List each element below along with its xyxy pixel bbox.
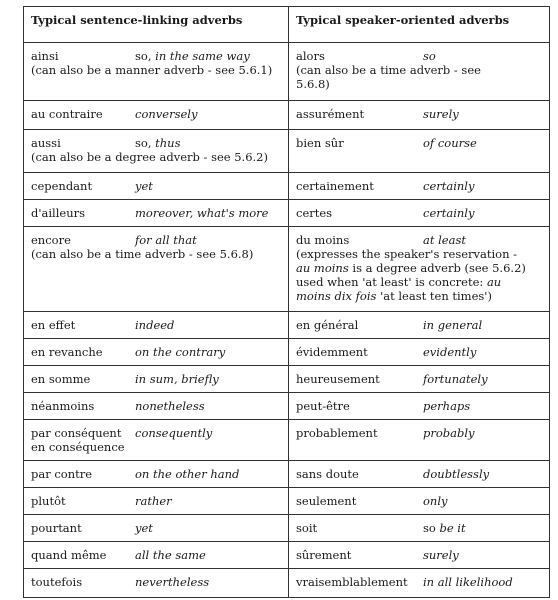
- adverb-word: par contre: [31, 467, 93, 481]
- table-row: [24, 339, 550, 366]
- adverb-gloss: [135, 136, 180, 150]
- adverb-gloss: certainly: [423, 179, 475, 193]
- adverb-gloss: moreover, what's more: [135, 206, 269, 220]
- adverb-gloss: doubtlessly: [423, 467, 490, 481]
- cell-linking: [24, 542, 289, 569]
- table-row: [24, 101, 550, 130]
- adverb-gloss: indeed: [135, 318, 175, 332]
- adverb-gloss: conversely: [135, 107, 198, 121]
- adverb-gloss: only: [423, 494, 448, 508]
- cell-speaker: [289, 200, 550, 227]
- adverb-gloss: for all that: [135, 233, 197, 247]
- adverb-gloss: so: [423, 49, 436, 63]
- adverb-note: (can also be a manner adverb - see 5.6.1): [31, 63, 273, 77]
- adverb-word: évidemment: [296, 345, 368, 359]
- gloss-plain: so,: [135, 136, 156, 150]
- note-plain: used when 'at least' is concrete:: [296, 275, 487, 289]
- adverb-gloss: nonetheless: [135, 399, 205, 413]
- note-italic: au: [486, 275, 502, 289]
- cell-linking: [24, 515, 289, 542]
- adverb-gloss: in all likelihood: [423, 575, 513, 589]
- adverb-gloss: probably: [423, 426, 475, 440]
- table-row: [24, 569, 550, 598]
- adverb-word: en revanche: [31, 345, 103, 359]
- adverb-word: en conséquence: [31, 440, 125, 454]
- table-row: [24, 130, 550, 173]
- cell-linking: [24, 227, 289, 312]
- cell-linking: [24, 173, 289, 200]
- adverb-gloss: at least: [423, 233, 466, 247]
- adverb-gloss: evidently: [423, 345, 477, 359]
- adverb-note: (can also be a time adverb - see 5.6.8): [31, 247, 254, 261]
- cell-linking: [24, 339, 289, 366]
- table-row: [24, 461, 550, 488]
- adverb-note: [296, 289, 549, 303]
- cell-speaker: [289, 43, 550, 101]
- adverb-note: 5.6.8): [296, 77, 330, 91]
- cell-linking: [24, 200, 289, 227]
- note-italic: moins dix fois: [296, 289, 377, 303]
- cell-speaker: [289, 130, 550, 173]
- note-plain: is a degree adverb (see 5.6.2): [348, 261, 526, 275]
- cell-speaker: [289, 515, 550, 542]
- cell-speaker: [289, 461, 550, 488]
- adverb-word: heureusement: [296, 372, 380, 386]
- adverb-word: toutefois: [31, 575, 83, 589]
- adverb-gloss: on the contrary: [135, 345, 226, 359]
- adverb-note: (expresses the speaker's reservation -: [296, 247, 518, 261]
- adverb-gloss: rather: [135, 494, 172, 508]
- cell-linking: [24, 393, 289, 420]
- adverb-note: (can also be a degree adverb - see 5.6.2): [31, 150, 268, 164]
- cell-linking: [24, 569, 289, 598]
- adverbs-table: [23, 6, 550, 598]
- cell-speaker: [289, 339, 550, 366]
- cell-linking: [24, 43, 289, 101]
- gloss-italic: be it: [439, 521, 466, 535]
- table-row: [24, 200, 550, 227]
- adverb-gloss: [135, 49, 250, 63]
- cell-speaker: [289, 173, 550, 200]
- table-row: [24, 488, 550, 515]
- table-row: [24, 420, 550, 461]
- adverb-word: quand même: [31, 548, 107, 562]
- adverb-gloss: surely: [423, 107, 459, 121]
- adverb-gloss: consequently: [135, 426, 213, 440]
- adverb-note: (can also be a time adverb - see: [296, 63, 481, 77]
- adverb-word: peut-être: [296, 399, 350, 413]
- adverb-word: du moins: [296, 233, 350, 247]
- header-sentence-linking: Typical sentence-linking adverbs: [24, 7, 289, 43]
- adverb-word: probablement: [296, 426, 378, 440]
- header-speaker-oriented: Typical speaker-oriented adverbs: [289, 7, 550, 43]
- adverb-word: en somme: [31, 372, 91, 386]
- adverb-word: d'ailleurs: [31, 206, 86, 220]
- adverb-word: assurément: [296, 107, 365, 121]
- cell-linking: [24, 461, 289, 488]
- adverb-gloss: certainly: [423, 206, 475, 220]
- cell-linking: [24, 488, 289, 515]
- adverb-word: plutôt: [31, 494, 66, 508]
- adverb-word: certes: [296, 206, 333, 220]
- adverb-word: seulement: [296, 494, 357, 508]
- adverb-note: [296, 275, 549, 289]
- cell-linking: [24, 130, 289, 173]
- adverb-word: certainement: [296, 179, 374, 193]
- gloss-italic: thus: [155, 136, 181, 150]
- adverb-note: [296, 261, 549, 275]
- adverb-word: pourtant: [31, 521, 82, 535]
- cell-linking: [24, 366, 289, 393]
- cell-linking: [24, 312, 289, 339]
- cell-speaker: [289, 227, 550, 312]
- adverb-word: encore: [31, 233, 71, 247]
- table-row: [24, 43, 550, 101]
- cell-speaker: [289, 488, 550, 515]
- adverb-word: alors: [296, 49, 325, 63]
- adverb-gloss: surely: [423, 548, 459, 562]
- adverb-word: soit: [296, 521, 318, 535]
- adverb-gloss: in general: [423, 318, 483, 332]
- table-row: [24, 515, 550, 542]
- cell-speaker: [289, 420, 550, 461]
- cell-speaker: [289, 101, 550, 130]
- cell-speaker: [289, 393, 550, 420]
- adverb-gloss: yet: [135, 179, 153, 193]
- table-row: [24, 227, 550, 312]
- table-row: [24, 312, 550, 339]
- adverb-gloss: of course: [423, 136, 477, 150]
- cell-speaker: [289, 569, 550, 598]
- adverb-word: par conséquent: [31, 426, 122, 440]
- adverb-word: en effet: [31, 318, 76, 332]
- adverb-gloss: perhaps: [423, 399, 471, 413]
- gloss-plain: so: [423, 521, 440, 535]
- table-row: [24, 393, 550, 420]
- cell-linking: [24, 101, 289, 130]
- gloss-italic: in the same way: [155, 49, 250, 63]
- cell-speaker: [289, 366, 550, 393]
- adverb-word: néanmoins: [31, 399, 95, 413]
- adverb-word: vraisemblablement: [296, 575, 408, 589]
- adverb-word: en général: [296, 318, 359, 332]
- table-row: [24, 366, 550, 393]
- adverb-word: sans doute: [296, 467, 359, 481]
- note-plain: 'at least ten times'): [376, 289, 492, 303]
- gloss-plain: so,: [135, 49, 156, 63]
- adverb-gloss: all the same: [135, 548, 206, 562]
- adverb-word: aussi: [31, 136, 61, 150]
- adverb-word: sûrement: [296, 548, 352, 562]
- adverb-gloss: in sum, briefly: [135, 372, 219, 386]
- note-italic: au moins: [296, 261, 349, 275]
- cell-linking: [24, 420, 289, 461]
- table-row: [24, 173, 550, 200]
- cell-speaker: [289, 542, 550, 569]
- adverb-gloss: [423, 521, 466, 535]
- cell-speaker: [289, 312, 550, 339]
- table-row: [24, 542, 550, 569]
- adverb-word: cependant: [31, 179, 93, 193]
- adverb-gloss: nevertheless: [135, 575, 210, 589]
- adverb-gloss: yet: [135, 521, 153, 535]
- adverb-word: ainsi: [31, 49, 59, 63]
- adverb-word: au contraire: [31, 107, 103, 121]
- adverb-word: bien sûr: [296, 136, 344, 150]
- adverb-gloss: on the other hand: [135, 467, 240, 481]
- header-row: [24, 7, 550, 43]
- adverb-gloss: fortunately: [423, 372, 488, 386]
